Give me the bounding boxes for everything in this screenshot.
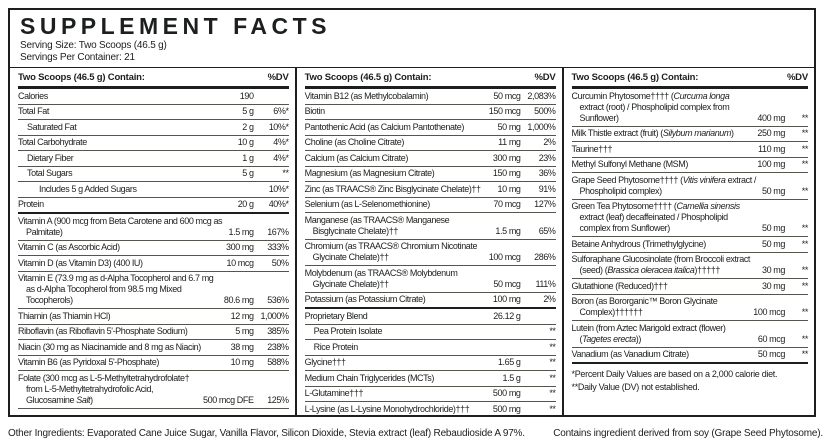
amount-value: 1 g <box>242 152 254 163</box>
dv-value: ** <box>549 403 556 414</box>
dv-value: 536% <box>267 295 289 306</box>
nutrient-label: Magnesium (as Magnesium Citrate) <box>304 168 435 179</box>
table-row <box>18 356 289 372</box>
amount-value: 50 mg <box>761 238 785 249</box>
table-row <box>305 340 556 356</box>
amount-value: 190 <box>239 90 254 101</box>
nutrient-label: Boron (as Bororganic™ Boron Glycinate Complex)†††††† <box>571 296 718 318</box>
nutrient-label: Calcium (as Calcium Citrate) <box>304 152 408 163</box>
dv-value: ** <box>549 357 556 368</box>
dv-value: ** <box>549 326 556 337</box>
amount-value: 100 mcg <box>488 252 521 263</box>
dv-value: ** <box>801 143 808 154</box>
nutrient-label: Biotin <box>304 106 325 117</box>
amount-value: 1.65 g <box>497 357 521 368</box>
nutrient-label: Green Tea Phytosome†††† (Camellia sinensis extract (leaf) decaffeinated / Phospholipid complex from Sunflower) <box>571 201 740 234</box>
table-row <box>572 237 808 253</box>
table-row <box>572 142 808 158</box>
nutrient-label: Curcumin Phytosome†††† (Curcuma longa extract (root) / Phospholipid complex from Sunflower) <box>571 90 730 123</box>
table-row <box>18 182 289 198</box>
dv-value: ** <box>801 185 808 196</box>
dv-value: 23% <box>538 152 556 163</box>
amount-value: 10 mg <box>230 357 254 368</box>
nutrient-label: Vitamin B6 (as Pyridoxal 5'-Phosphate) <box>18 357 159 368</box>
amount-value: 10 mcg <box>226 257 254 268</box>
amount-value: 300 mg <box>492 152 521 163</box>
footnotes <box>572 364 808 394</box>
panel-title: SUPPLEMENT FACTS <box>20 13 331 39</box>
nutrient-label: Glutathione (Reduced)††† <box>571 280 668 291</box>
table-row <box>18 309 289 325</box>
table-row <box>18 325 289 341</box>
amount-value: 70 mcg <box>493 199 521 210</box>
dv-value: 10%* <box>268 121 289 132</box>
amount-value: 1.5 mg <box>228 226 254 237</box>
amount-value: 50 mg <box>761 223 785 234</box>
column-header-label: Two Scoops (46.5 g) Contain: <box>571 72 699 84</box>
amount-value: 50 mg <box>761 185 785 196</box>
nutrient-label: Milk Thistle extract (fruit) (Silybum marianum) <box>571 128 734 139</box>
nutrition-column-1 <box>10 68 295 415</box>
dv-value: ** <box>549 388 556 399</box>
nutrient-label: Total Sugars <box>27 168 73 179</box>
nutrition-column-2 <box>295 68 562 415</box>
table-row <box>305 309 556 325</box>
dv-value: 2% <box>543 137 556 148</box>
amount-value: 50 mcg <box>493 90 521 101</box>
dv-header: %DV <box>786 72 808 84</box>
dv-value: 1,000% <box>527 121 556 132</box>
nutrient-label: L-Lysine (as L-Lysine Monohydrochloride)††† <box>304 403 470 414</box>
amount-value: 150 mcg <box>488 106 521 117</box>
table-row <box>572 173 808 200</box>
panel-header <box>10 10 814 68</box>
nutrient-label: Choline (as Choline Citrate) <box>304 137 404 148</box>
nutrition-columns <box>10 68 814 415</box>
table-row <box>305 213 556 240</box>
table-row <box>305 402 556 415</box>
dv-value: ** <box>549 372 556 383</box>
table-row <box>18 256 289 272</box>
amount-value: 10 mg <box>497 183 521 194</box>
amount-value: 5 g <box>242 168 254 179</box>
column-header-label: Two Scoops (46.5 g) Contain: <box>304 72 432 84</box>
dv-value: 286% <box>534 252 556 263</box>
nutrient-label: Calories <box>18 90 48 101</box>
dv-value: ** <box>801 349 808 360</box>
dv-value: 65% <box>538 225 556 236</box>
dv-value: 125% <box>267 394 289 405</box>
column-header <box>18 68 289 89</box>
column-rows <box>572 89 808 364</box>
nutrient-label: L-Glutamine††† <box>304 388 364 399</box>
table-row <box>305 240 556 267</box>
table-row <box>572 348 808 365</box>
nutrient-label: Total Fat <box>18 106 49 117</box>
table-row <box>572 253 808 280</box>
nutrient-label: Includes 5 g Added Sugars <box>39 183 137 194</box>
dv-value: ** <box>801 265 808 276</box>
table-row <box>572 321 808 348</box>
nutrient-label: Betaine Anhydrous (Trimethylglycine) <box>571 238 706 249</box>
table-row <box>305 198 556 214</box>
nutrient-label: Protein <box>18 199 44 210</box>
nutrient-label: Saturated Fat <box>27 121 77 132</box>
dv-value: 2,083% <box>527 90 556 101</box>
dv-value: 1,000% <box>260 310 289 321</box>
table-row <box>18 272 289 310</box>
amount-value: 10 g <box>237 137 254 148</box>
amount-value: 12 mg <box>230 310 254 321</box>
nutrient-label: Proprietary Blend <box>304 310 368 321</box>
footnote-dv-not-established: **Daily Value (DV) not established. <box>571 382 700 393</box>
column-header <box>572 68 808 89</box>
dv-value: ** <box>282 168 289 179</box>
dv-value: ** <box>801 280 808 291</box>
table-row <box>305 167 556 183</box>
nutrient-label: Lutein (from Aztec Marigold extract (flower) (Tagetes erecta)) <box>571 322 726 344</box>
footnote-daily-values: *Percent Daily Values are based on a 2,000 calorie diet. <box>571 369 778 380</box>
amount-value: 250 mg <box>757 128 785 139</box>
dv-value: ** <box>801 307 808 318</box>
table-row <box>572 127 808 143</box>
amount-value: 5 g <box>242 106 254 117</box>
dv-value: 4%* <box>273 137 289 148</box>
amount-value: 300 mg <box>225 242 254 253</box>
amount-value: 20 g <box>237 199 254 210</box>
nutrient-label: Vitamin E (73.9 mg as d-Alpha Tocopherol and 6.7 mg as d-Alpha Tocopherol from 98.5 mg Mixed Tocopherols) <box>18 273 214 306</box>
nutrient-label: Grape Seed Phytosome†††† (Vitis vinifera extract / Phospholipid complex) <box>571 174 756 196</box>
dv-value: 91% <box>538 183 556 194</box>
supplement-facts-panel <box>8 8 816 417</box>
dv-value: 4%* <box>273 152 289 163</box>
dv-value: 127% <box>534 199 556 210</box>
amount-value: 60 mcg <box>757 333 785 344</box>
dv-value: 2% <box>543 294 556 305</box>
table-row <box>305 356 556 372</box>
dv-value: 167% <box>267 226 289 237</box>
dv-value: 50% <box>271 257 289 268</box>
table-row <box>305 325 556 341</box>
amount-value: 1.5 g <box>502 372 521 383</box>
nutrient-label: Folate (300 mcg as L-5-Methyltetrahydrofolate† from L-5-Methyltetrahydrofolic Acid, Glucosamine Salt) <box>18 372 190 405</box>
nutrient-label: Vitamin D (as Vitamin D3) (400 IU) <box>18 257 143 268</box>
dv-value: 385% <box>267 326 289 337</box>
amount-value: 80.6 mg <box>223 295 254 306</box>
table-row <box>572 89 808 127</box>
dv-header: %DV <box>267 72 289 84</box>
serving-size: Serving Size: Two Scoops (46.5 g) <box>20 40 167 52</box>
amount-value: 30 mg <box>761 265 785 276</box>
table-row <box>18 151 289 167</box>
dv-header: %DV <box>534 72 556 84</box>
nutrient-label: Methyl Sulfonyl Methane (MSM) <box>571 159 688 170</box>
nutrition-column-3 <box>562 68 814 415</box>
dv-value: 500% <box>534 106 556 117</box>
table-row <box>305 120 556 136</box>
dv-value: 111% <box>535 278 556 289</box>
table-row <box>18 136 289 152</box>
amount-value: 50 mcg <box>493 278 521 289</box>
dv-value: 10%* <box>268 183 289 194</box>
dv-value: 36% <box>538 168 556 179</box>
table-row <box>305 266 556 293</box>
dv-value: 333% <box>267 242 289 253</box>
table-row <box>18 167 289 183</box>
nutrient-label: Niacin (30 mg as Niacinamide and 8 mg as Niacin) <box>18 341 201 352</box>
table-row <box>305 105 556 121</box>
nutrient-label: Medium Chain Triglycerides (MCTs) <box>304 372 434 383</box>
bottom-notes <box>8 428 823 440</box>
nutrient-label: Vitamin B12 (as Methylcobalamin) <box>304 90 429 101</box>
table-row <box>305 136 556 152</box>
nutrient-label: Riboflavin (as Riboflavin 5'-Phosphate Sodium) <box>18 326 188 337</box>
amount-value: 100 mg <box>757 159 785 170</box>
nutrient-label: Vitamin C (as Ascorbic Acid) <box>18 242 120 253</box>
amount-value: 5 mg <box>235 326 254 337</box>
dv-value: 588% <box>267 357 289 368</box>
table-row <box>18 120 289 136</box>
table-row <box>572 158 808 174</box>
table-row <box>305 151 556 167</box>
nutrient-label: Rice Protein <box>313 341 358 352</box>
dv-value: 6%* <box>273 106 289 117</box>
amount-value: 400 mg <box>757 112 785 123</box>
dv-value: ** <box>549 341 556 352</box>
nutrient-label: Pea Protein Isolate <box>313 326 383 337</box>
nutrient-label: Glycine††† <box>304 357 346 368</box>
nutrient-label: Manganese (as TRAACS® Manganese Bisglycinate Chelate)†† <box>304 214 450 236</box>
soy-allergen-note: Contains ingredient derived from soy (Grape Seed Phytosome). <box>553 428 823 439</box>
amount-value: 100 mg <box>492 294 521 305</box>
nutrient-label: Potassium (as Potassium Citrate) <box>304 294 426 305</box>
dv-value: ** <box>801 159 808 170</box>
amount-value: 100 mcg <box>753 307 785 318</box>
dv-value: ** <box>801 128 808 139</box>
table-row <box>305 293 556 310</box>
amount-value: 26.12 g <box>493 310 521 321</box>
dv-value: ** <box>801 238 808 249</box>
amount-value: 38 mg <box>230 341 254 352</box>
nutrient-label: Molybdenum (as TRAACS® Molybdenum Glycinate Chelate)†† <box>304 267 458 289</box>
nutrient-label: Dietary Fiber <box>27 152 74 163</box>
nutrient-label: Zinc (as TRAACS® Zinc Bisglycinate Chelate)†† <box>304 183 481 194</box>
amount-value: 150 mg <box>492 168 521 179</box>
column-rows <box>18 89 289 409</box>
nutrient-label: Taurine††† <box>571 143 613 154</box>
table-row <box>305 182 556 198</box>
table-row <box>18 214 289 241</box>
table-row <box>18 105 289 121</box>
amount-value: 500 mg <box>492 388 521 399</box>
dv-value: 238% <box>267 341 289 352</box>
nutrient-label: Chromium (as TRAACS® Chromium Nicotinate Glycinate Chelate)†† <box>304 241 478 263</box>
nutrient-label: Pantothenic Acid (as Calcium Pantothenate) <box>304 121 464 132</box>
dv-value: ** <box>801 333 808 344</box>
table-row <box>305 371 556 387</box>
dv-value: ** <box>801 223 808 234</box>
amount-value: 11 mg <box>498 137 521 148</box>
table-row <box>18 340 289 356</box>
table-row <box>572 279 808 295</box>
nutrient-label: Vanadium (as Vanadium Citrate) <box>571 349 689 360</box>
table-row <box>305 387 556 403</box>
amount-value: 50 mg <box>497 121 521 132</box>
amount-value: 1.5 mg <box>495 225 521 236</box>
table-row <box>18 371 289 409</box>
column-header-label: Two Scoops (46.5 g) Contain: <box>18 72 145 84</box>
nutrient-label: Thiamin (as Thiamin HCl) <box>18 310 111 321</box>
table-row <box>305 89 556 105</box>
servings-per-container: Servings Per Container: 21 <box>20 52 135 64</box>
column-header <box>305 68 556 89</box>
table-row <box>572 295 808 322</box>
amount-value: 110 mg <box>758 143 785 154</box>
amount-value: 500 mcg DFE <box>202 394 254 405</box>
amount-value: 30 mg <box>761 280 785 291</box>
table-row <box>18 241 289 257</box>
nutrient-label: Sulforaphane Glucosinolate (from Broccoli extract (seed) (Brassica oleracea italica)††††† <box>571 254 751 276</box>
amount-value: 50 mcg <box>757 349 785 360</box>
dv-value: ** <box>801 112 808 123</box>
table-row <box>572 200 808 238</box>
dv-value: 40%* <box>268 199 289 210</box>
nutrient-label: Vitamin A (900 mcg from Beta Carotene and 600 mcg as Palmitate) <box>18 215 223 237</box>
table-row <box>18 198 289 215</box>
nutrient-label: Total Carbohydrate <box>18 137 87 148</box>
other-ingredients-note: Other Ingredients: Evaporated Cane Juice Sugar, Vanilla Flavor, Silicon Dioxide, Stevia extract (leaf) Rebaudioside A 97%. <box>8 428 525 439</box>
column-rows <box>305 89 556 415</box>
amount-value: 2 g <box>242 121 254 132</box>
amount-value: 500 mg <box>492 403 521 414</box>
nutrient-label: Selenium (as L-Selenomethionine) <box>304 199 430 210</box>
table-row <box>18 89 289 105</box>
